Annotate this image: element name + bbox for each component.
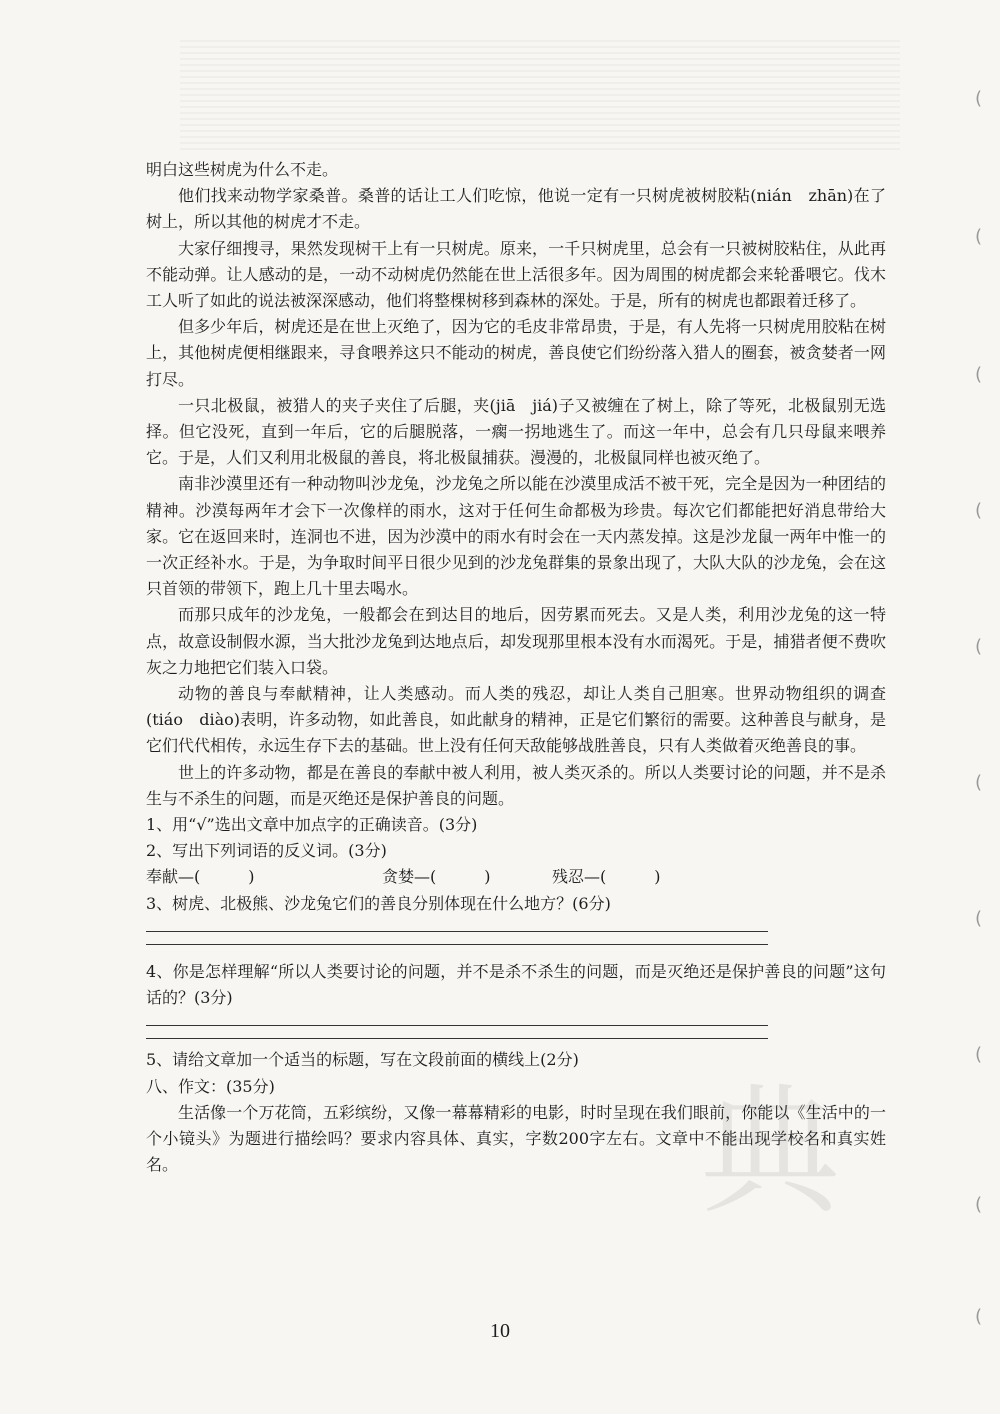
antonym-item[interactable]: 贪婪—( ) [382,867,491,887]
question-3: 3、树虎、北极熊、沙龙兔它们的善良分别体现在什么地方？(6分) [146,893,611,913]
antonym-items [146,864,886,890]
watermark-glyph: 典 [700,1071,841,1234]
page-number: 10 [490,1320,510,1342]
antonym-item[interactable]: 残忍—( ) [552,867,661,887]
answer-line[interactable] [146,1025,768,1026]
paragraph: 世上的许多动物，都是在善良的奉献中被人利用，被人类灭杀的。所以人类要讨论的问题，并不是杀生与不杀生的问题，而是灭绝还是保护善良的问题。 [146,762,886,808]
binding-mark: ( [974,1306,982,1327]
binding-margin [962,0,982,1414]
binding-mark: ( [974,364,982,385]
paragraph: 一只北极鼠，被猎人的夹子夹住了后腿，夹(jiā jiá)子又被缠在了树上，除了等死，北极鼠别无选择。但它没死，直到一年后，它的后腿脱落，一瘸一拐地逃生了。而这一年中，总会有几只母鼠来喂养它。于是，人们又利用北极鼠的善良，将北极鼠捕获。漫漫的，北极鼠同样也被灭绝了。 [146,395,886,468]
binding-mark: ( [974,636,982,657]
paragraph: 他们找来动物学家桑普。桑普的话让工人们吃惊，他说一定有一只树虎被树胶粘(nián zhān)在了树上，所以其他的树虎才不走。 [146,186,886,232]
paragraph: 但多少年后，树虎还是在世上灭绝了，因为它的毛皮非常昂贵，于是，有人先将一只树虎用胶粘在树上，其他树虎便相继跟来，寻食喂养这只不能动的树虎，善良使它们纷纷落入猎人的圈套，被贪婪者一网打尽。 [146,317,886,389]
scan-bleed-through [180,40,900,150]
paragraph: 大家仔细搜寻，果然发现树干上有一只树虎。原来，一千只树虎里，总会有一只被树胶粘住，从此再不能动弹。让人感动的是，一动不动树虎仍然能在世上活很多年。因为周围的树虎都会来轮番喂它。伐木工人听了如此的说法被深深感动，他们将整棵树移到森林的深处。于是，所有的树虎也都跟着迁移了。 [146,238,886,311]
binding-mark: ( [974,908,982,929]
answer-line[interactable] [146,1038,768,1039]
binding-mark: ( [974,772,982,793]
binding-mark: ( [974,1044,982,1065]
binding-mark: ( [974,500,982,521]
binding-mark: ( [974,1194,982,1215]
composition-prompt: 生活像一个万花筒，五彩缤纷，又像一幕幕精彩的电影，时时呈现在我们眼前，你能以《生活中的一个小镜头》为题进行描绘吗？要求内容具体、真实，字数200字左右。文章中不能出现学校名和真实姓名。 [146,1102,886,1175]
paragraph: 明白这些树虎为什么不走。 [146,160,339,179]
paragraph: 动物的善良与奉献精神，让人类感动。而人类的残忍，却让人类自己胆寒。世界动物组织的调查(tiáo diào)表明，许多动物，如此善良，如此献身的精神，正是它们繁衍的需要。这种善良与献身，是它们代代相传，永远生存下去的基础。世上没有任何天敌能够战胜善良，只有人类做着灭绝善良的事。 [146,684,886,756]
answer-line[interactable] [146,944,768,945]
paragraph: 南非沙漠里还有一种动物叫沙龙兔，沙龙兔之所以能在沙漠里成活不被干死，完全是因为一种团结的精神。沙漠每两年才会下一次像样的雨水，这对于任何生命都极为珍贵。每次它们都能把好消息带给大家。它在返回来时，连洞也不进，因为沙漠中的雨水有时会在一天内蒸发掉。这是沙龙鼠一两年中惟一的一次正经补水。于是，为争取时间平日很少见到的沙龙兔群集的景象出现了，大队大队的沙龙兔，会在这只首领的带领下，跑上几十里去喝水。 [146,474,886,599]
binding-mark: ( [974,88,982,109]
binding-mark: ( [974,226,982,247]
paragraph: 而那只成年的沙龙兔，一般都会在到达目的地后，因劳累而死去。又是人类，利用沙龙兔的这一特点，故意设制假水源，当大批沙龙兔到达地点后，却发现那里根本没有水而渴死。于是，捕猎者便不费吹灰之力地把它们装入口袋。 [146,605,886,677]
document-body [146,157,886,1178]
question-5: 5、请给文章加一个适当的标题，写在文段前面的横线上(2分) [146,1050,579,1070]
question-4: 4、你是怎样理解“所以人类要讨论的问题，并不是杀不杀生的问题，而是灭绝还是保护善良的问题”这句话的？(3分) [146,961,886,1008]
answer-line[interactable] [146,931,768,932]
question-1: 1、用“√”选出文章中加点字的正确读音。(3分) [146,815,478,835]
question-2: 2、写出下列词语的反义词。(3分) [146,841,387,861]
composition-heading: 八、作文：(35分) [146,1076,275,1096]
antonym-item[interactable]: 奉献—( ) [146,867,255,887]
